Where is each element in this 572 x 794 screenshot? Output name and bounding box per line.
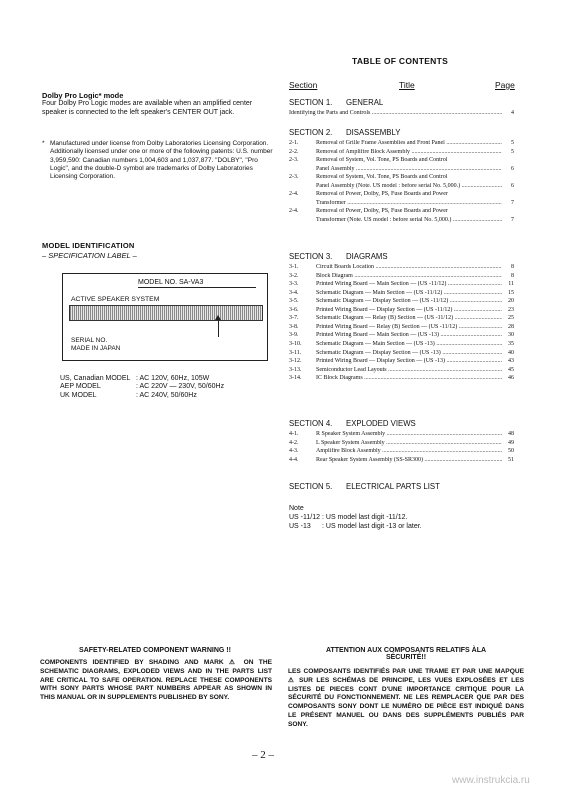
toc-entry-title: Removal of Amplifire Block Assembly .....	[316, 149, 502, 155]
toc-entry-title: Removal of System, Vol. Tone, PS Boards and Control	[316, 174, 448, 181]
serial-no-text: SERIAL NO.	[71, 337, 108, 344]
note-block	[289, 504, 422, 532]
note-row: US -13 : US model last digit -13 or later.	[289, 523, 422, 531]
power-ratings	[60, 375, 224, 400]
toc-entry-page: 20	[508, 298, 514, 305]
dolby-description: Four Dolby Pro Logic modes are available when an amplified center speaker is connected to the left speaker's CENTER OUT jack.	[42, 100, 253, 116]
model-identification-title: MODEL IDENTIFICATION	[42, 241, 135, 250]
toc-entry-number: 4-3.	[289, 448, 299, 455]
toc-entry-page: 49	[508, 439, 514, 446]
toc-entry-page: 45	[508, 366, 514, 373]
dolby-title: Dolby Pro Logic* mode	[42, 91, 124, 100]
toc-header-section: Section	[289, 80, 318, 90]
license-asterisk: *	[42, 140, 45, 147]
toc-entry-number: 2-1.	[289, 140, 299, 146]
toc-entry-page: 5	[511, 140, 514, 146]
toc-entry-title: Printed Wiring Board — Display Section — (US -11/12) .....	[316, 307, 502, 313]
toc-entry-title: Printed Wiring Board — Relay (B) Section — (US -11/12) .....	[316, 324, 502, 330]
pointer-arrow-icon	[218, 319, 219, 337]
specification-label	[62, 273, 268, 361]
toc-entry-page: 30	[508, 332, 514, 339]
toc-entry-page: 23	[508, 306, 514, 313]
serial-block	[71, 337, 120, 352]
toc-entry-title: Panel Assembly .....	[316, 166, 502, 172]
toc-entry-number: 4-1.	[289, 431, 299, 437]
toc-entry-number: 3-9.	[289, 332, 299, 339]
toc-entry-title: Printed Wiring Board — Display Section — (US -13) .....	[316, 358, 502, 364]
toc-entry-number: 3-12.	[289, 358, 302, 365]
toc-section-5: SECTION 5. ELECTRICAL PARTS LIST	[289, 482, 440, 491]
license-text: Manufactured under license from Dolby Laboratories Licensing Corporation. Additionally licensed under one or more of the following patents: U.S. number 3,959,590: Canadian numbers 1,004,603 and 1,037,877. "DOLBY", "Pro Logic", and the double-D symbol are trademarks of Dolby Laboratories Licensing Corporation.	[50, 140, 273, 181]
specification-label-subtitle: – SPECIFICATION LABEL –	[42, 251, 137, 260]
toc-entry-page: 51	[508, 456, 514, 463]
toc-entry-title: Removal of Grille Frame Assemblies and Front Panel .....	[316, 140, 502, 146]
toc-entry-page: 5	[511, 148, 514, 155]
toc-entry-title: Amplifire Block Assembly .....	[316, 448, 502, 454]
toc-entry-title: Transformer (Note. US model : before serial No. 5,000.) .....	[316, 217, 502, 223]
toc-entry-title: Transformer .....	[316, 200, 502, 206]
toc-entry-number: 3-8.	[289, 323, 299, 330]
toc-entry	[289, 375, 514, 384]
section-5-name: ELECTRICAL PARTS LIST	[346, 482, 440, 491]
toc-entry-page: 6	[511, 182, 514, 189]
toc-entry-page: 28	[508, 323, 514, 330]
toc-entry-title: Schematic Diagram — Main Section — (US -13) .....	[316, 341, 502, 347]
toc-header-title: Title	[399, 80, 415, 90]
toc-entry-title: Circuit Boards Location .....	[316, 264, 502, 270]
toc-entry-title: Schematic Diagram — Display Section — (US -13) .....	[316, 350, 502, 356]
toc-entry-page: 40	[508, 349, 514, 356]
toc-entry-number: 2-3.	[289, 174, 299, 181]
toc-entry-number: 4-2.	[289, 439, 299, 446]
toc-entry-number: 3-1.	[289, 264, 299, 270]
note-title: Note	[289, 505, 304, 512]
toc-entry-title: Printed Wiring Board — Main Section — (US -11/12) .....	[316, 281, 502, 287]
toc-entry-title: Schematic Diagram — Relay (B) Section — (US -11/12) .....	[316, 315, 502, 321]
toc-entry-title: R Speaker System Assembly .....	[316, 431, 502, 437]
toc-entry-title: L Speaker System Assembly .....	[316, 440, 502, 446]
made-in-text: MADE IN JAPAN	[71, 344, 121, 352]
toc-entry-page: 25	[508, 315, 514, 322]
toc-entry	[289, 457, 514, 466]
toc-entry-page: 48	[508, 431, 514, 437]
toc-entry-title: Rear Speaker System Assembly (SS-SR300) .....	[316, 457, 502, 463]
watermark: www.instrukcia.ru	[452, 775, 530, 786]
toc-entry-number: 3-4.	[289, 289, 299, 296]
toc-entry-title: Identifying the Parts and Controls .....	[289, 110, 502, 116]
toc-header-page: Page	[495, 80, 515, 90]
french-warning-title: ATTENTION AUX COMPOSANTS RELATIFS ÀLA SÉCURITÉ!!	[325, 647, 487, 661]
toc-entry-page: 7	[511, 216, 514, 223]
rating-row: AEP MODEL : AC 220V — 230V, 50/60Hz	[60, 383, 225, 391]
toc-entry-page: 4	[511, 110, 514, 116]
toc-entry-page: 50	[508, 448, 514, 455]
toc-section-heading: SECTION 4. EXPLODED VIEWS	[289, 419, 416, 428]
toc-title: TABLE OF CONTENTS	[352, 56, 449, 66]
toc-entry-number: 3-10.	[289, 340, 302, 347]
toc-section-heading: SECTION 2. DISASSEMBLY	[289, 128, 401, 137]
toc-entry-title: Block Diagram .....	[316, 273, 502, 279]
safety-warning-title: SAFETY-RELATED COMPONENT WARNING !!	[79, 647, 231, 654]
toc-entry-number: 3-2.	[289, 272, 299, 279]
toc-entry-number: 2-2.	[289, 148, 299, 155]
rating-row: UK MODEL : AC 240V, 50/60Hz	[60, 391, 197, 399]
toc-entry	[289, 217, 514, 226]
toc-entry-number: 2-4.	[289, 208, 299, 215]
page-number: – 2 –	[252, 749, 274, 761]
toc-entry-title: Removal of System, Vol. Tone, PS Boards and Control	[316, 157, 448, 164]
toc-entry-page: 8	[511, 264, 514, 270]
toc-entry-page: 15	[508, 289, 514, 296]
rating-hatched-area	[69, 305, 263, 321]
license-note	[42, 140, 274, 181]
toc-entry-title: IC Block Diagrams .....	[316, 375, 502, 381]
note-row: US -11/12 : US model last digit -11/12.	[289, 514, 408, 522]
model-number: MODEL NO. SA-VA3	[138, 279, 256, 288]
toc-entry	[289, 110, 514, 119]
active-speaker-system-text: ACTIVE SPEAKER SYSTEM	[71, 296, 160, 303]
toc-entry-number: 3-13.	[289, 366, 302, 373]
toc-entry-page: 46	[508, 375, 514, 382]
toc-entry-page: 8	[511, 272, 514, 279]
toc-entry-number: 3-14.	[289, 375, 302, 382]
toc-entry-number: 2-3.	[289, 157, 299, 164]
toc-entry-page: 7	[511, 199, 514, 206]
toc-entry-page: 6	[511, 165, 514, 172]
rating-row: US, Canadian MODEL : AC 120V, 60Hz, 105W	[60, 375, 210, 382]
toc-entry-number: 3-3.	[289, 281, 299, 288]
toc-section-heading: SECTION 3. DIAGRAMS	[289, 252, 388, 261]
toc-entry-page: 43	[508, 358, 514, 365]
toc-entry-number: 3-6.	[289, 306, 299, 313]
toc-entry-page: 35	[508, 340, 514, 347]
toc-entry-number: 4-4.	[289, 456, 299, 463]
toc-entry-title: Schematic Diagram — Main Section — (US -11/12) .....	[316, 290, 502, 296]
safety-warning-body: COMPONENTS IDENTIFIED BY SHADING AND MARK ⚠ ON THE SCHEMATIC DIAGRAMS, EXPLODED VIEWS AND IN THE PARTS LIST ARE CRITICAL TO SAFE OPERATION. REPLACE THESE COMPONENTS WITH SONY PARTS WHOSE PART NUMBERS APPEAR AS SHOWN IN THIS MANUAL OR IN SUPPLEMENTS PUBLISHED BY SONY.	[40, 659, 272, 702]
toc-entry-number: 3-7.	[289, 315, 299, 322]
french-warning-body: LES COMPOSANTS IDENTIFIÉS PAR UNE TRAME ET PAR UNE MAPQUE ⚠ SUR LES SCHÉMAS DE PRINCIPE, LES VUES EXPLOSÉES ET LES LISTES DE PIECES CONT D'UNE IMPORTANCE CRITIQUE POUR LA SÉCURITÉ DU FONCTIONNEMENT. NE LES REMPLACER QUE PAR DES COMPOSANTS SONY DONT LE NUMÉRO DE PIÈCE EST INDIQUÉ DANS LE PRÉSENT MANUEL OU DANS DES SUPPLÉMENTS PUBLIÉS PAR SONY.	[288, 668, 524, 728]
toc-entry-page: 11	[508, 281, 514, 288]
toc-entry-number: 2-4.	[289, 191, 299, 198]
toc-entry-number: 3-5.	[289, 298, 299, 305]
toc-entry-title: Schematic Diagram — Display Section — (US -11/12) .....	[316, 298, 502, 304]
toc-entry-title: Semiconductor Lead Layouts .....	[316, 367, 502, 373]
toc-entry-number: 3-11.	[289, 349, 302, 356]
toc-entry-title: Removal of Power, Dolby, PS, Fuse Boards and Power	[316, 191, 448, 198]
toc-entry-title: Removal of Power, Dolby, PS, Fuse Boards and Power	[316, 208, 448, 215]
toc-entry-title: Printed Wiring Board — Main Section — (US -13) .....	[316, 332, 502, 338]
toc-entry-title: Panel Assembly (Note. US model : before serial No. 5,000.) .....	[316, 183, 502, 189]
toc-section-heading: SECTION 1. GENERAL	[289, 98, 384, 107]
